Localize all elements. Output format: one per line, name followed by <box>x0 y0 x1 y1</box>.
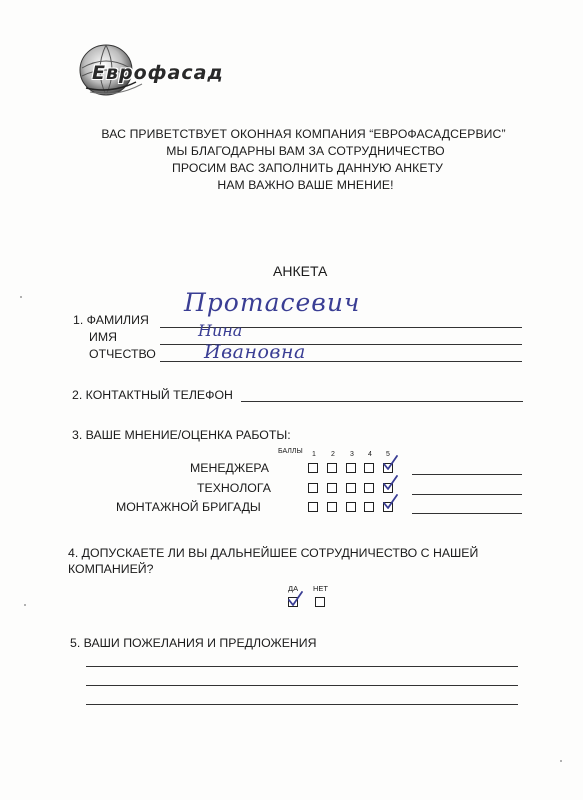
manager-rating-1[interactable] <box>308 463 318 473</box>
suggestions-line-2[interactable] <box>86 685 518 686</box>
yes-check-mark <box>287 591 303 607</box>
rating-row-crew-label: МОНТАЖНОЙ БРИГАДЫ <box>116 500 261 514</box>
rating-scale-2: 2 <box>331 451 335 458</box>
suggestions-line-1[interactable] <box>86 666 518 667</box>
rating-scale-5: 5 <box>386 451 390 458</box>
surname-field[interactable]: Протасевич <box>184 288 361 317</box>
technologist-rating-1[interactable] <box>308 483 318 493</box>
no-checkbox[interactable] <box>315 597 325 607</box>
manager-rating-4[interactable] <box>364 463 374 473</box>
rating-row-technologist-label: ТЕХНОЛОГА <box>197 481 271 495</box>
suggestions-line-3[interactable] <box>86 704 518 705</box>
manager-comment-line[interactable] <box>412 474 522 475</box>
name-field[interactable]: Нина <box>198 321 243 340</box>
technologist-rating-2[interactable] <box>327 483 337 493</box>
patronymic-field[interactable]: Ивановна <box>204 341 306 363</box>
crew-rating-2[interactable] <box>327 502 337 512</box>
technologist-rating-3[interactable] <box>346 483 356 493</box>
company-logo <box>72 38 242 100</box>
scan-speck <box>20 296 22 298</box>
intro-line-2: МЫ БЛАГОДАРНЫ ВАМ ЗА СОТРУДНИЧЕСТВО <box>166 144 445 158</box>
phone-label: 2. КОНТАКТНЫЙ ТЕЛЕФОН <box>72 388 233 402</box>
logo-wordmark: Еврофасад <box>92 62 224 84</box>
rating-row-manager-label: МЕНЕДЖЕРА <box>190 461 269 475</box>
phone-field[interactable] <box>241 401 523 402</box>
manager-rating-2[interactable] <box>327 463 337 473</box>
no-label: НЕТ <box>313 584 328 593</box>
technologist-rating-4[interactable] <box>364 483 374 493</box>
cooperation-question-line-2: КОМПАНИЕЙ? <box>68 562 154 576</box>
scan-speck <box>24 604 26 606</box>
suggestions-label: 5. ВАШИ ПОЖЕЛАНИЯ И ПРЕДЛОЖЕНИЯ <box>70 636 317 650</box>
surname-label: 1. ФАМИЛИЯ <box>73 313 149 327</box>
crew-rating-4[interactable] <box>364 502 374 512</box>
intro-line-4: НАМ ВАЖНО ВАШЕ МНЕНИЕ! <box>217 178 394 192</box>
patronymic-label: ОТЧЕСТВО <box>89 347 156 361</box>
name-label: ИМЯ <box>89 330 117 344</box>
intro-line-1: ВАС ПРИВЕТСТВУЕТ ОКОННАЯ КОМПАНИЯ “ЕВРОФАСАДСЕРВИС” <box>101 127 506 141</box>
form-title: АНКЕТА <box>273 263 328 279</box>
rating-scale-3: 3 <box>350 451 354 458</box>
technologist-comment-line[interactable] <box>412 494 522 495</box>
intro-line-3: ПРОСИМ ВАС ЗАПОЛНИТЬ ДАННУЮ АНКЕТУ <box>172 161 443 175</box>
yes-label: ДА <box>288 584 299 593</box>
technologist-check-mark <box>382 475 398 491</box>
rating-scale-1: 1 <box>312 451 316 458</box>
crew-rating-3[interactable] <box>346 502 356 512</box>
crew-rating-1[interactable] <box>308 502 318 512</box>
crew-check-mark <box>382 494 398 510</box>
crew-comment-line[interactable] <box>412 513 522 514</box>
cooperation-question-line-1: 4. ДОПУСКАЕТЕ ЛИ ВЫ ДАЛЬНЕЙШЕЕ СОТРУДНИЧЕСТВО С НАШЕЙ <box>68 546 479 560</box>
rating-scale-4: 4 <box>368 451 372 458</box>
manager-rating-3[interactable] <box>346 463 356 473</box>
manager-check-mark <box>382 455 398 471</box>
rating-label: 3. ВАШЕ МНЕНИЕ/ОЦЕНКА РАБОТЫ: <box>72 428 291 442</box>
rating-scale-label: БАЛЛЫ <box>278 448 303 455</box>
scan-speck <box>560 760 562 762</box>
